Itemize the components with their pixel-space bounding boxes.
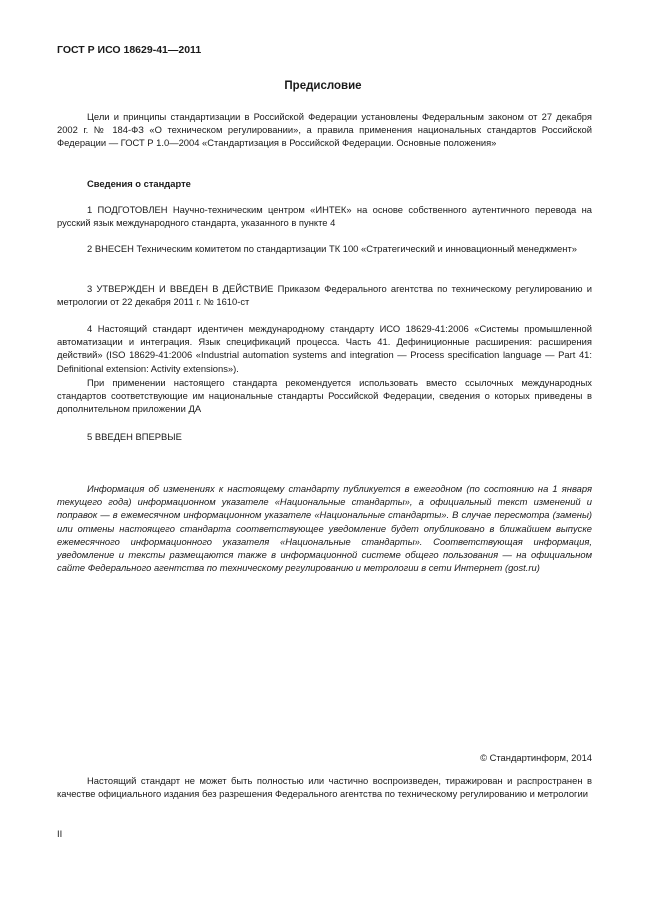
item-1: 1 ПОДГОТОВЛЕН Научно-техническим центром «ИНТЕК» на основе собственного аутентичного перевода на русский язык международного стандарта, указанного в пункте 4 (57, 204, 592, 229)
change-info-paragraph: Информация об изменениях к настоящему стандарту публикуется в ежегодном (по состоянию на 1 января текущего года) информационном указателе «Национальные стандарты», а официальный текст изменений и поправок — в ежемесячном информационном указателе «Национальные стандарты». В случае пересмотра (замены) или отмены настоящего стандарта соответствующее уведомление будет опубликовано в ближайшем выпуске ежемесячного информационного указателя «Национальные стандарты». Соответствующая информация, уведомление и тексты размещаются также в информационной системе общего пользования — на официальном сайте Федерального агентства по техническому регулированию и метрологии в сети Интернет (gost.ru) (57, 483, 592, 574)
item-5: 5 ВВЕДЕН ВПЕРВЫЕ (87, 431, 182, 442)
item-2: 2 ВНЕСЕН Техническим комитетом по стандартизации ТК 100 «Стратегический и инновационный менеджмент» (87, 243, 577, 254)
item-4-note: При применении настоящего стандарта рекомендуется использовать вместо ссылочных международных стандартов соответствующие им национальные стандарты Российской Федерации, сведения о которых приведены в дополнительном приложении ДА (57, 377, 592, 415)
page-number: II (57, 828, 63, 839)
document-header: ГОСТ Р ИСО 18629-41—2011 (57, 44, 202, 56)
page-title: Предисловие (284, 80, 362, 92)
intro-paragraph: Цели и принципы стандартизации в Российской Федерации установлены Федеральным законом от 27 декабря 2002 г. № 184-ФЗ «О техническом регулировании», а правила применения национальных стандартов Российской Федерации — ГОСТ Р 1.0—2004 «Стандартизация в Российской Федерации. Основные положения» (57, 111, 592, 149)
item-3: 3 УТВЕРЖДЕН И ВВЕДЕН В ДЕЙСТВИЕ Приказом Федерального агентства по техническому регулированию и метрологии от 22 декабря 2011 г. № 1610-ст (57, 283, 592, 308)
item-4: 4 Настоящий стандарт идентичен международному стандарту ИСО 18629-41:2006 «Системы промышленной автоматизации и интеграция. Язык спецификаций процесса. Часть 41. Дефиниционные расширения: расширения действий» (ISO 18629-41:2006 «Industrial automation systems and integration — Process specification language — Part 41: Definitional extension: Activity extensions»). (57, 323, 592, 374)
reproduction-notice: Настоящий стандарт не может быть полностью или частично воспроизведен, тиражирован и распространен в качестве официального издания без разрешения Федерального агентства по техническому регулированию и метрологии (57, 775, 592, 800)
copyright: © Стандартинформ, 2014 (480, 752, 592, 763)
subheading: Сведения о стандарте (87, 178, 191, 189)
